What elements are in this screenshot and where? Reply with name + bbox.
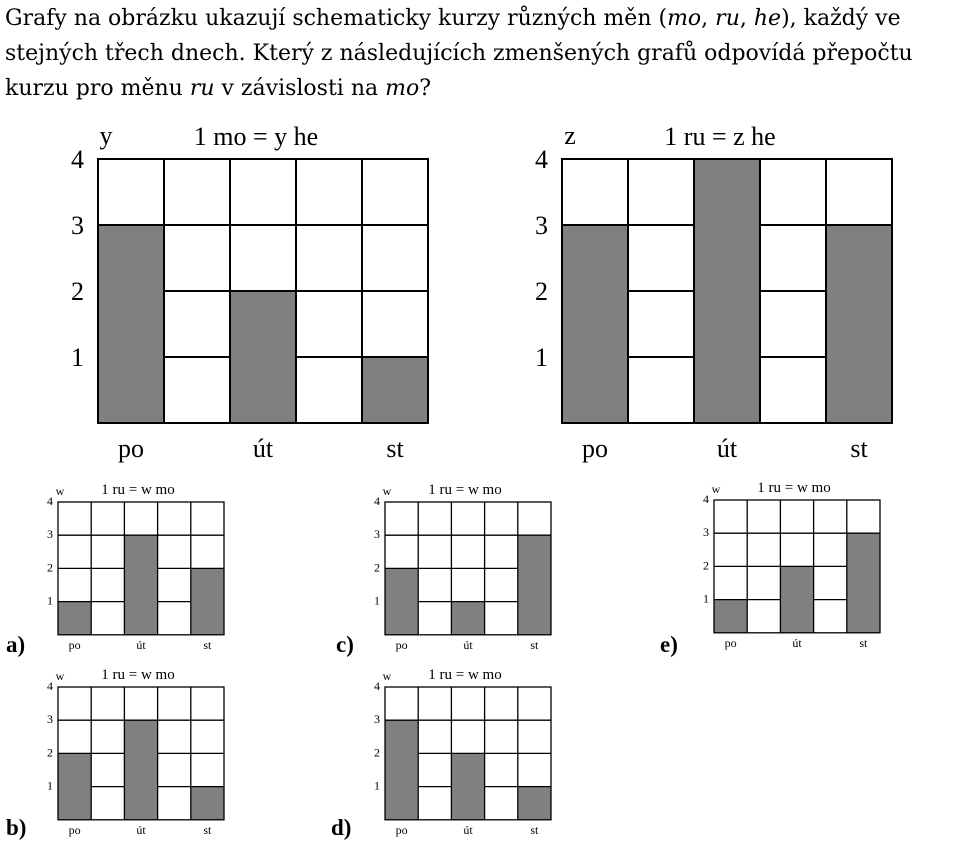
chart-opt-c [374, 482, 551, 652]
chart-main-y [71, 121, 428, 463]
x-tick-label: po [395, 822, 408, 837]
chart-opt-d [374, 667, 551, 837]
option-label-c[interactable]: c) [336, 632, 354, 657]
y-tick-label: 4 [47, 679, 53, 693]
currency-mo: mo [667, 6, 702, 31]
bar-út [451, 602, 484, 635]
axis-variable: w [382, 484, 392, 498]
bar-út [694, 159, 760, 423]
bar-po [58, 602, 91, 635]
bar-po [385, 720, 418, 820]
axis-variable: w [55, 484, 65, 498]
x-tick-label: út [792, 635, 802, 650]
x-tick-label: po [395, 637, 408, 652]
x-tick-label: st [850, 434, 868, 463]
y-tick-label: 3 [703, 525, 709, 540]
x-tick-label: út [463, 637, 473, 652]
axis-variable: y [99, 121, 113, 150]
y-tick-label: 4 [535, 145, 548, 174]
x-tick-label: st [203, 637, 212, 652]
y-tick-label: 2 [374, 745, 380, 760]
y-tick-label: 2 [47, 560, 53, 575]
bar-po [385, 568, 418, 634]
y-tick-label: 3 [374, 712, 380, 727]
bar-út [230, 291, 296, 423]
x-tick-label: st [859, 635, 868, 650]
y-tick-label: 1 [535, 343, 548, 372]
option-label-d[interactable]: d) [331, 815, 352, 840]
x-tick-label: po [118, 434, 144, 463]
chart-opt-e [703, 480, 880, 650]
y-tick-label: 4 [374, 679, 380, 693]
bar-út [780, 566, 813, 632]
x-tick-label: st [386, 434, 404, 463]
chart-title: 1 ru = w mo [428, 667, 502, 683]
y-tick-label: 4 [47, 494, 53, 508]
currency-ru: ru [715, 6, 740, 31]
chart-main-z [535, 121, 892, 463]
y-tick-label: 2 [703, 558, 709, 573]
x-tick-label: po [724, 635, 737, 650]
chart-title: 1 mo = y he [193, 122, 319, 151]
bar-po [714, 600, 747, 633]
x-tick-label: po [68, 822, 81, 837]
x-tick-label: út [136, 637, 146, 652]
y-tick-label: 2 [71, 277, 84, 306]
currency-he: he [753, 6, 782, 31]
axis-variable: w [55, 669, 65, 683]
option-label-b[interactable]: b) [6, 815, 27, 840]
y-tick-label: 2 [47, 745, 53, 760]
y-tick-label: 1 [71, 343, 84, 372]
y-tick-label: 3 [47, 527, 53, 542]
option-label-a[interactable]: a) [6, 632, 26, 657]
x-tick-label: út [136, 822, 146, 837]
y-tick-label: 1 [703, 591, 709, 606]
y-tick-label: 1 [374, 593, 380, 608]
chart-opt-b [47, 667, 224, 837]
bar-st [847, 533, 880, 633]
bar-st [191, 568, 224, 634]
chart-title: 1 ru = w mo [101, 482, 175, 498]
chart-title: 1 ru = w mo [428, 482, 502, 498]
bar-st [191, 787, 224, 820]
axis-variable: w [382, 669, 392, 683]
y-tick-label: 2 [535, 277, 548, 306]
y-tick-label: 1 [47, 778, 53, 793]
y-tick-label: 3 [71, 211, 84, 240]
bar-út [451, 753, 484, 819]
x-tick-label: st [530, 822, 539, 837]
x-tick-label: st [530, 637, 539, 652]
axis-variable: z [564, 121, 576, 150]
bar-po [98, 225, 164, 423]
chart-opt-a [47, 482, 224, 652]
bar-st [362, 357, 428, 423]
y-tick-label: 4 [71, 145, 84, 174]
bar-st [826, 225, 892, 423]
x-tick-label: po [582, 434, 608, 463]
chart-title: 1 ru = w mo [101, 667, 175, 683]
question-text: Grafy na obrázku ukazují schematicky kurzy různých měn (mo, ru, he), každý ve stejných třech dnech. Který z následujících zmenšených grafů odpovídá přepočtu kurzu pro měnu ru v závislosti na mo? [5, 6, 913, 101]
axis-variable: w [711, 482, 721, 496]
x-tick-label: po [68, 637, 81, 652]
chart-title: 1 ru = w mo [757, 480, 831, 496]
chart-title: 1 ru = z he [664, 122, 776, 151]
y-tick-label: 3 [47, 712, 53, 727]
y-tick-label: 1 [47, 593, 53, 608]
y-tick-label: 4 [374, 494, 380, 508]
x-tick-label: st [203, 822, 212, 837]
bar-út [124, 535, 157, 635]
y-tick-label: 1 [374, 778, 380, 793]
y-tick-label: 2 [374, 560, 380, 575]
x-tick-label: út [716, 434, 738, 463]
y-tick-label: 4 [703, 492, 709, 506]
bar-út [124, 720, 157, 820]
x-tick-label: út [252, 434, 274, 463]
x-tick-label: út [463, 822, 473, 837]
bar-st [518, 535, 551, 635]
y-tick-label: 3 [535, 211, 548, 240]
bar-po [562, 225, 628, 423]
bar-st [518, 787, 551, 820]
option-label-e[interactable]: e) [660, 632, 678, 657]
y-tick-label: 3 [374, 527, 380, 542]
bar-po [58, 753, 91, 819]
